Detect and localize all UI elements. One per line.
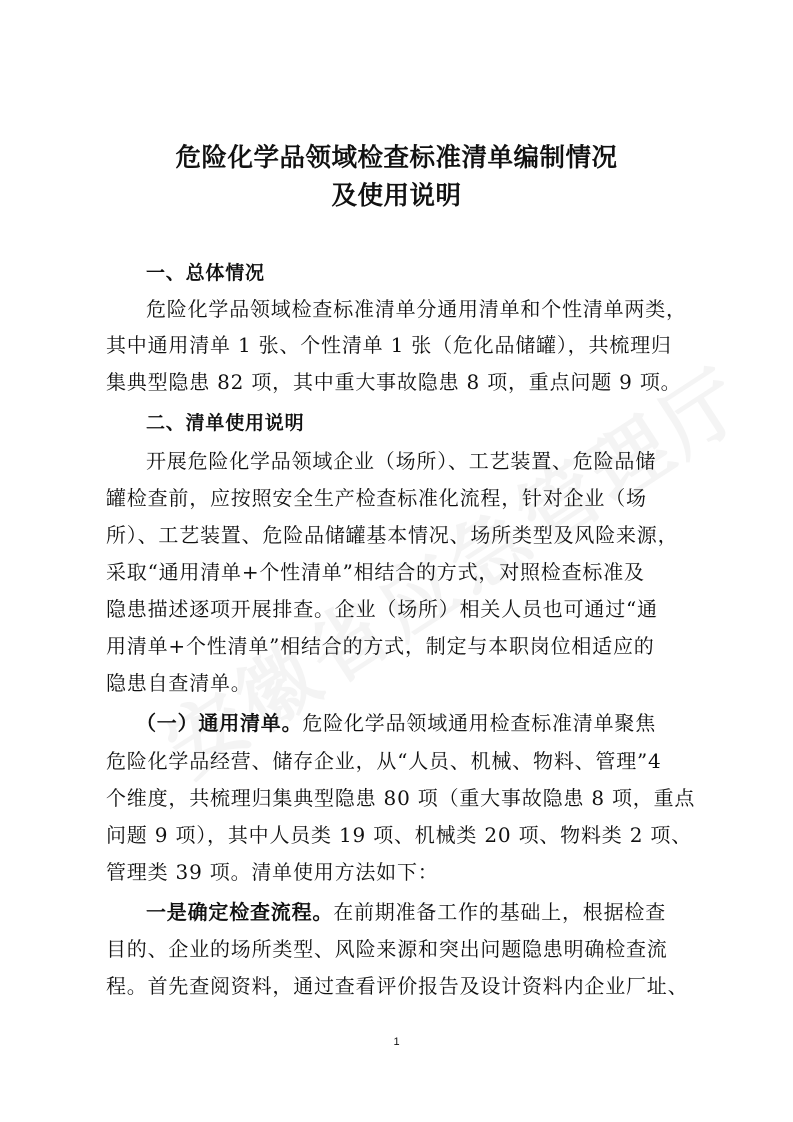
subsection1-line-3: 个维度，共梳理归集典型隐患 80 项（重大事故隐患 8 项，重点 bbox=[106, 786, 696, 810]
subsection1-first-line-text: 危险化学品领域通用检查标准清单聚焦 bbox=[302, 711, 657, 735]
step1-first-line bbox=[146, 897, 696, 927]
subsection1-line-2: 危险化学品经营、储存企业，从“人员、机械、物料、管理”4 bbox=[106, 749, 662, 773]
section1-heading: 一、总体情况 bbox=[146, 262, 265, 284]
section2-line-5: 隐患描述逐项开展排查。企业（场所）相关人员也可通过“通 bbox=[106, 597, 658, 621]
section2-line-1: 开展危险化学品领域企业（场所）、工艺装置、危险品储 bbox=[146, 449, 656, 473]
section2-line-3: 所）、工艺装置、危险品储罐基本情况、场所类型及风险来源， bbox=[106, 523, 679, 547]
page-number: 1 bbox=[393, 1036, 400, 1048]
document-title-line2: 及使用说明 bbox=[331, 181, 462, 211]
subsection1-line-5: 管理类 39 项。清单使用方法如下： bbox=[106, 860, 439, 884]
section1-line-2: 其中通用清单 1 张、个性清单 1 张（危化品储罐），共梳理归 bbox=[106, 333, 672, 357]
subsection1-first-line bbox=[136, 708, 726, 738]
document-title-line1: 危险化学品领域检查标准清单编制情况 bbox=[175, 143, 618, 173]
section2-line-6: 用清单+个性清单”相结合的方式，制定与本职岗位相适应的 bbox=[106, 634, 655, 658]
step1-line-2: 目的、企业的场所类型、风险来源和突出问题隐患明确检查流 bbox=[106, 937, 668, 961]
section1-line-1: 危险化学品领域检查标准清单分通用清单和个性清单两类， bbox=[146, 297, 687, 321]
section1-line-3: 集典型隐患 82 项，其中重大事故隐患 8 项，重点问题 9 项。 bbox=[106, 370, 682, 394]
step1-first-line-text: 在前期准备工作的基础上，根据检查 bbox=[333, 900, 667, 924]
section2-line-4: 采取“通用清单+个性清单”相结合的方式，对照检查标准及 bbox=[106, 560, 645, 584]
subsection1-title: （一）通用清单。 bbox=[136, 711, 303, 735]
subsection1-line-4: 问题 9 项），其中人员类 19 项、机械类 20 项、物料类 2 项、 bbox=[106, 823, 693, 847]
step1-title: 一是确定检查流程。 bbox=[146, 900, 334, 924]
step1-line-3: 程。首先查阅资料，通过查看评价报告及设计资料内企业厂址、 bbox=[106, 974, 689, 998]
section2-line-7: 隐患自查清单。 bbox=[106, 671, 252, 695]
section2-heading: 二、清单使用说明 bbox=[146, 412, 305, 434]
section2-line-2: 罐检查前，应按照安全生产检查标准化流程，针对企业（场 bbox=[106, 486, 647, 510]
